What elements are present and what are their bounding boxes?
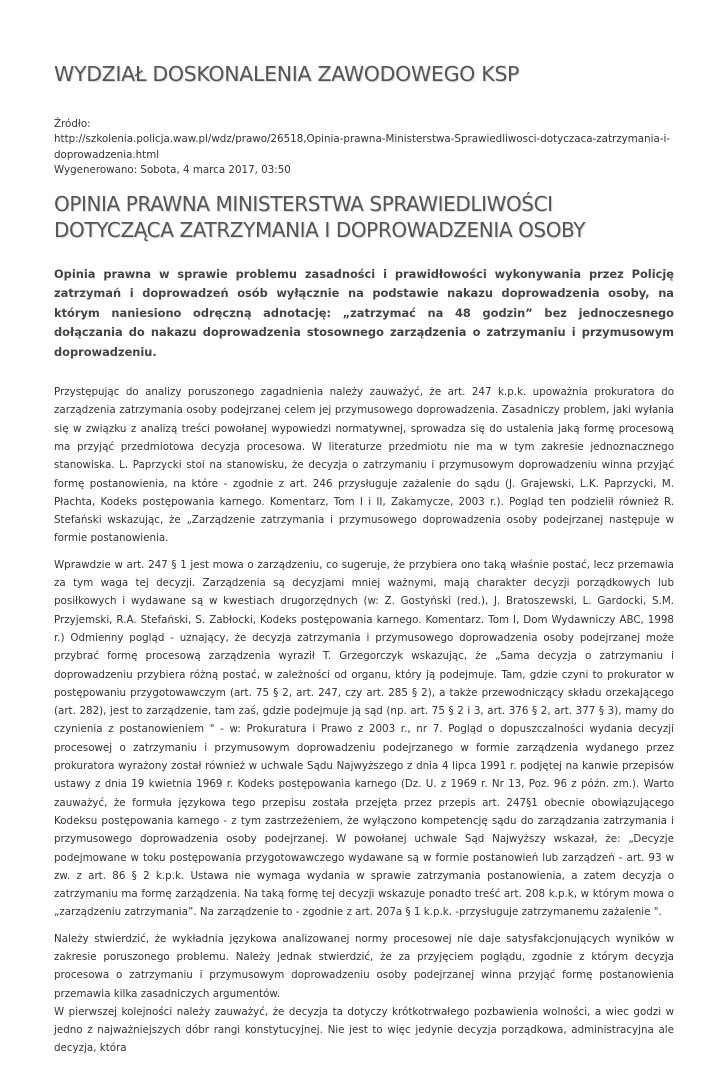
source-meta [54,117,674,179]
article-paragraph: W pierwszej kolejności należy zauważyć, że decyzja ta dotyczy krótkotrwałego pozbawienia wolności, a wiec godzi w jedno z najważniejszych dóbr rangi konstytucyjnej. Nie jest to więc jedynie decyzja porządkowa, administracyjna ale decyzja, która [54,1005,674,1055]
article-lead: Opinia prawna w sprawie problemu zasadności i prawidłowości wykonywania przez Policję zatrzymań i doprowadzeń osób wyłącznie na podstawie nakazu doprowadzenia osoby, na którym naniesiono odręczną adnotację: „zatrzymać na 48 godzin” bez jednoczesnego dołączania do nakazu doprowadzenia stosownego zarządzenia o zatrzymaniu i przymusowym doprowadzeniu. [54,266,674,359]
article-paragraph: Wprawdzie w art. 247 § 1 jest mowa o zarządzeniu, co sugeruje, że przybiera ono taką właśnie postać, lecz przemawia za tym waga tej decyzji. Zarządzenia są decyzjami mniej ważnymi, mają charakter decyzji porządkowych lub posiłkowych i wydawane są w kwestiach drugorzędnych (w: Z. Gostyński (red.), J. Bratoszewski, L. Gardocki, S.M. Przyjemski, R.A. Stefański, S. Zabłocki, Kodeks postępowania karnego. Komentarz. Tom I, Dom Wydawniczy ABC, 1998 r.) Odmienny pogląd - uznający, że decyzja zatrzymania i przymusowego doprowadzenia osoby podejrzanej może przybrać formę procesową zarządzenia wyraził T. Grzegorczyk wskazując, że „Sama decyzja o zatrzymaniu i doprowadzeniu przybiera różną postać, w zależności od organu, który ją podejmuje. Tam, gdzie czyni to prokurator w postępowaniu przygotowawczym (art. 75 § 2, art. 247, czy art. 285 § 2), a także przewodniczący składu orzekającego (art. 282), jest to zarządzenie, tam zaś, gdzie podejmuje ją sąd (np. art. 75 § 2 i 3, art. 376 § 2, art. 377 § 3), mamy do czynienia z postanowieniem " - w: Prokuratura i Prawo z 2003 r., nr 7. Pogląd o dopuszczalności wydania decyzji procesowej o zatrzymaniu i przymusowym doprowadzeniu podejrzanego w formie zarządzenia wydanego przez prokuratora wyrażony został również w uchwale Sądu Najwyższego z dnia 4 lipca 1991 r. podjętej na kanwie przepisów ustawy z dnia 19 kwietnia 1969 r. Kodeks postępowania karnego (Dz. U. z 1969 r. Nr 13, Poz. 96 z późn. zm.). Warto zauważyć, że formuła językowa tego przepisu została przejęta przez przepis art. 247§1 obecnie obowiązującego Kodeksu postępowania karnego - z tym zastrzeżeniem, że wyłączono kompetencję sądu do zarządzania zatrzymania i przymusowego doprowadzenia osoby podejrzanej. W powołanej uchwale Sąd Najwyższy wskazał, że: „Decyzje podejmowane w toku postępowania przygotowawczego wydawane są w formie postanowień lub zarządzeń - art. 93 w zw. z art. 86 § 2 k.p.k. Ustawa nie wymaga wydania w sprawie zatrzymania postanowienia, a zatem decyzja o zatrzymaniu ma formę zarządzenia. Na taką formę tej decyzji wskazuje ponadto treść art. 208 k.p.k, w którym mowa o „zarządzeniu zatrzymania”. Na zarządzenie to - zgodnie z art. 207a § 1 k.p.k. -przysługuje zatrzymanemu zażalenie ". [54,558,674,919]
source-label: Źródło: [54,117,91,130]
document-page [54,62,674,1066]
site-title: WYDZIAŁ DOSKONALENIA ZAWODOWEGO KSP [54,62,520,86]
source-url[interactable]: http://szkolenia.policja.waw.pl/wdz/prawo/26518,Opinia-prawna-Ministerstwa-Sprawiedliwosci-dotyczaca-zatrzymania-i-doprowadzenia.html [54,133,671,161]
article-paragraph: Należy stwierdzić, że wykładnia językowa analizowanej normy procesowej nie daje satysfakcjonujących wyników w zakresie poruszonego problemu. Należy jednak stwierdzić, że za przyjęciem poglądu, zgodnie z którym decyzja procesowa o zatrzymaniu i przymusowym doprowadzeniu osoby podejrzanej winna przyjąć formę postanowienia przemawia kilka zasadniczych argumentów. [54,932,674,1000]
article-title: OPINIA PRAWNA MINISTERSTWA SPRAWIEDLIWOŚCI DOTYCZĄCA ZATRZYMANIA I DOPROWADZENIA OSOBY [54,191,586,242]
generated-date: Wygenerowano: Sobota, 4 marca 2017, 03:50 [54,164,291,177]
article-paragraph: Przystępując do analizy poruszonego zagadnienia należy zauważyć, że art. 247 k.p.k. upoważnia prokuratora do zarządzenia zatrzymania osoby podejrzanej celem jej przymusowego doprowadzenia. Zasadniczy problem, jaki wyłania się w związku z analizą treści powołanej wypowiedzi normatywnej, sprowadza się do ustalenia jaką formę procesową ma przyjąć przedmiotowa decyzja procesowa. W literaturze przedmiotu nie ma w tym zakresie jednoznacznego stanowiska. L. Paprzycki stoi na stanowisku, że decyzja o zatrzymaniu i przymusowym doprowadzeniu winna przyjąć formę postanowienia, na które - zgodnie z art. 246 przysługuje zażalenie do sądu (J. Grajewski, L.K. Paprzycki, M. Płachta, Kodeks postępowania karnego. Komentarz, Tom I i II, Zakamycze, 2003 r.). Pogląd ten podzielił również R. Stefański wskazując, że „Zarządzenie zatrzymania i przymusowego doprowadzenia osoby podejrzanej następuje w formie postanowienia. [54,386,674,545]
